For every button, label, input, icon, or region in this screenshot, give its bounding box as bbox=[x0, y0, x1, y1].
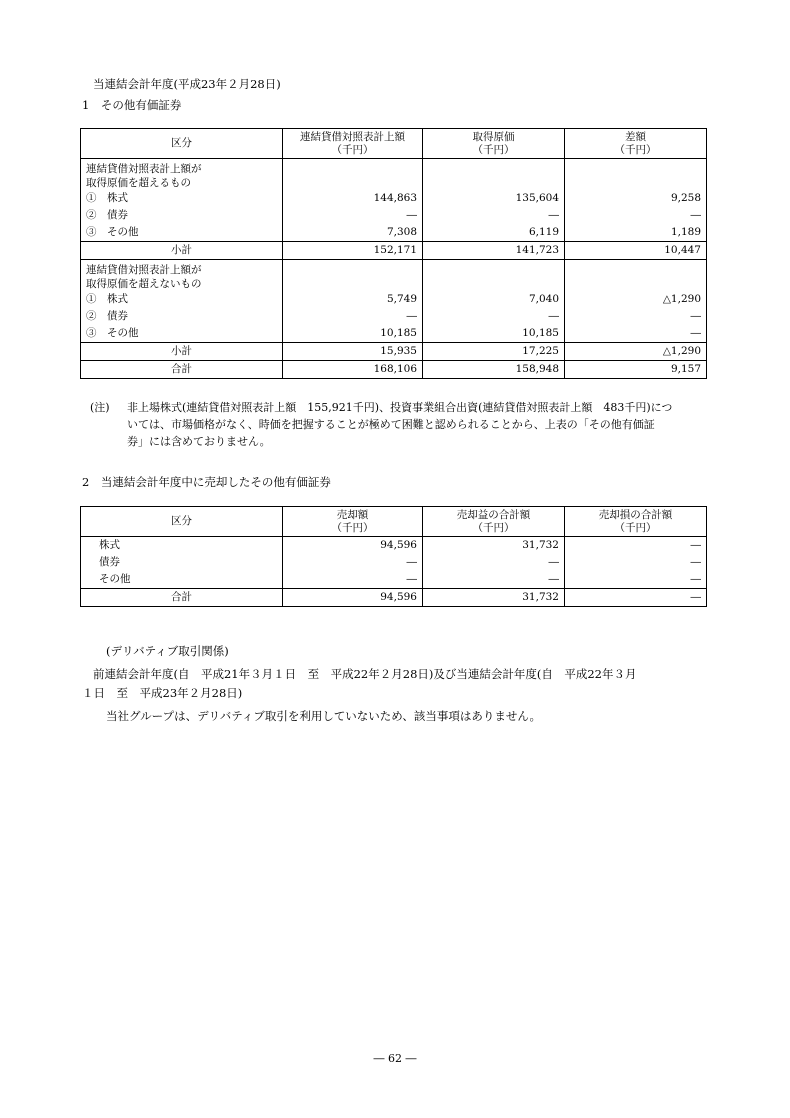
table-sold-securities bbox=[80, 506, 707, 607]
cell-gain-total: 31,732 bbox=[423, 537, 565, 555]
cell-acquisition-cost: ― bbox=[423, 207, 565, 224]
group-label-row bbox=[81, 260, 707, 292]
cell-book-value: 168,106 bbox=[283, 361, 423, 379]
cell-acquisition-cost: 7,040 bbox=[423, 291, 565, 308]
group-2-label bbox=[81, 260, 283, 292]
cell-acquisition-cost: 17,225 bbox=[423, 343, 565, 361]
table-row bbox=[81, 207, 707, 224]
cell-sale-amount: 94,596 bbox=[283, 537, 423, 555]
note-line: 非上場株式(連結貸借対照表計上額 155,921千円)、投資事業組合出資(連結貸借対照表計上額 483千円)につ bbox=[127, 401, 673, 414]
cell-book-value: 144,863 bbox=[283, 190, 423, 207]
cell-book-value: ― bbox=[283, 308, 423, 325]
derivative-heading: (デリバティブ取引関係) bbox=[106, 644, 229, 658]
cell-book-value: 7,308 bbox=[283, 224, 423, 242]
row-label: ① 株式 bbox=[81, 291, 283, 308]
cell-gain-total: 31,732 bbox=[423, 589, 565, 607]
cell-loss-total: ― bbox=[565, 537, 707, 555]
total-row bbox=[81, 361, 707, 379]
cell-loss-total: ― bbox=[565, 589, 707, 607]
row-label: その他 bbox=[81, 571, 283, 589]
header-category: 区分 bbox=[81, 129, 283, 159]
cell-book-value: ― bbox=[283, 207, 423, 224]
cell-difference: ― bbox=[565, 325, 707, 343]
header-difference: 差額 （千円） bbox=[565, 129, 707, 159]
table-row bbox=[81, 190, 707, 207]
subtotal-label: 小計 bbox=[81, 343, 283, 361]
row-label: ② 債券 bbox=[81, 207, 283, 224]
table-header-row bbox=[81, 507, 707, 537]
cell-acquisition-cost: 141,723 bbox=[423, 242, 565, 260]
row-label: 株式 bbox=[81, 537, 283, 555]
section-2-title: 2 当連結会計年度中に売却したその他有価証券 bbox=[82, 475, 331, 489]
note-line: いては、市場価格がなく、時価を把握することが極めて困難と認められることから、上表の「その他有価証 bbox=[127, 418, 655, 431]
cell-difference: ― bbox=[565, 207, 707, 224]
group-2-label-line: 連結貸借対照表計上額が bbox=[86, 264, 202, 276]
cell-sale-amount: 94,596 bbox=[283, 589, 423, 607]
total-row bbox=[81, 589, 707, 607]
note-mark: (注) bbox=[90, 401, 110, 414]
cell-sale-amount: ― bbox=[283, 571, 423, 589]
table-row bbox=[81, 291, 707, 308]
cell-book-value: 5,749 bbox=[283, 291, 423, 308]
cell-acquisition-cost: 10,185 bbox=[423, 325, 565, 343]
cell-difference: 10,447 bbox=[565, 242, 707, 260]
table-header-row bbox=[81, 129, 707, 159]
table-row bbox=[81, 571, 707, 589]
cell-gain-total: ― bbox=[423, 554, 565, 571]
cell-gain-total: ― bbox=[423, 571, 565, 589]
derivative-line: 前連結会計年度(自 平成21年３月１日 至 平成22年２月28日)及び当連結会計年度(自 平成22年３月 bbox=[93, 667, 637, 681]
row-label: ③ その他 bbox=[81, 224, 283, 242]
group-label-row bbox=[81, 159, 707, 191]
table-row bbox=[81, 554, 707, 571]
cell-difference: 1,189 bbox=[565, 224, 707, 242]
table-row bbox=[81, 224, 707, 242]
table-row bbox=[81, 325, 707, 343]
cell-book-value: 10,185 bbox=[283, 325, 423, 343]
row-label: ② 債券 bbox=[81, 308, 283, 325]
derivative-statement: 当社グループは、デリバティブ取引を利用していないため、該当事項はありません。 bbox=[106, 709, 542, 723]
cell-difference: 9,258 bbox=[565, 190, 707, 207]
cell-acquisition-cost: 135,604 bbox=[423, 190, 565, 207]
subtotal-row bbox=[81, 242, 707, 260]
page-number: ― 62 ― bbox=[373, 1052, 417, 1065]
cell-loss-total: ― bbox=[565, 554, 707, 571]
cell-difference: ― bbox=[565, 308, 707, 325]
cell-sale-amount: ― bbox=[283, 554, 423, 571]
header-acquisition-cost: 取得原価 （千円） bbox=[423, 129, 565, 159]
cell-acquisition-cost: ― bbox=[423, 308, 565, 325]
row-label: ① 株式 bbox=[81, 190, 283, 207]
group-1-label-line: 連結貸借対照表計上額が bbox=[86, 163, 202, 175]
cell-loss-total: ― bbox=[565, 571, 707, 589]
total-label: 合計 bbox=[81, 361, 283, 379]
total-label: 合計 bbox=[81, 589, 283, 607]
row-label: ③ その他 bbox=[81, 325, 283, 343]
subtotal-row bbox=[81, 343, 707, 361]
header-book-value: 連結貸借対照表計上額 （千円） bbox=[283, 129, 423, 159]
table-other-securities bbox=[80, 128, 707, 379]
period-title: 当連結会計年度(平成23年２月28日) bbox=[93, 77, 281, 91]
row-label: 債券 bbox=[81, 554, 283, 571]
section-1-title: 1 その他有価証券 bbox=[82, 98, 182, 112]
cell-difference: △1,290 bbox=[565, 343, 707, 361]
cell-difference: △1,290 bbox=[565, 291, 707, 308]
cell-book-value: 15,935 bbox=[283, 343, 423, 361]
note-line: 券」には含めておりません。 bbox=[127, 435, 271, 448]
group-1-label bbox=[81, 159, 283, 191]
header-loss-total: 売却損の合計額 （千円） bbox=[565, 507, 707, 537]
derivative-line: １日 至 平成23年２月28日) bbox=[82, 686, 243, 700]
group-2-label-line: 取得原価を超えないもの bbox=[86, 278, 202, 290]
header-sale-amount: 売却額 （千円） bbox=[283, 507, 423, 537]
group-1-label-line: 取得原価を超えるもの bbox=[86, 177, 191, 189]
cell-book-value: 152,171 bbox=[283, 242, 423, 260]
header-category: 区分 bbox=[81, 507, 283, 537]
subtotal-label: 小計 bbox=[81, 242, 283, 260]
table-row bbox=[81, 308, 707, 325]
table-row bbox=[81, 537, 707, 555]
cell-acquisition-cost: 158,948 bbox=[423, 361, 565, 379]
cell-acquisition-cost: 6,119 bbox=[423, 224, 565, 242]
header-gain-total: 売却益の合計額 （千円） bbox=[423, 507, 565, 537]
cell-difference: 9,157 bbox=[565, 361, 707, 379]
